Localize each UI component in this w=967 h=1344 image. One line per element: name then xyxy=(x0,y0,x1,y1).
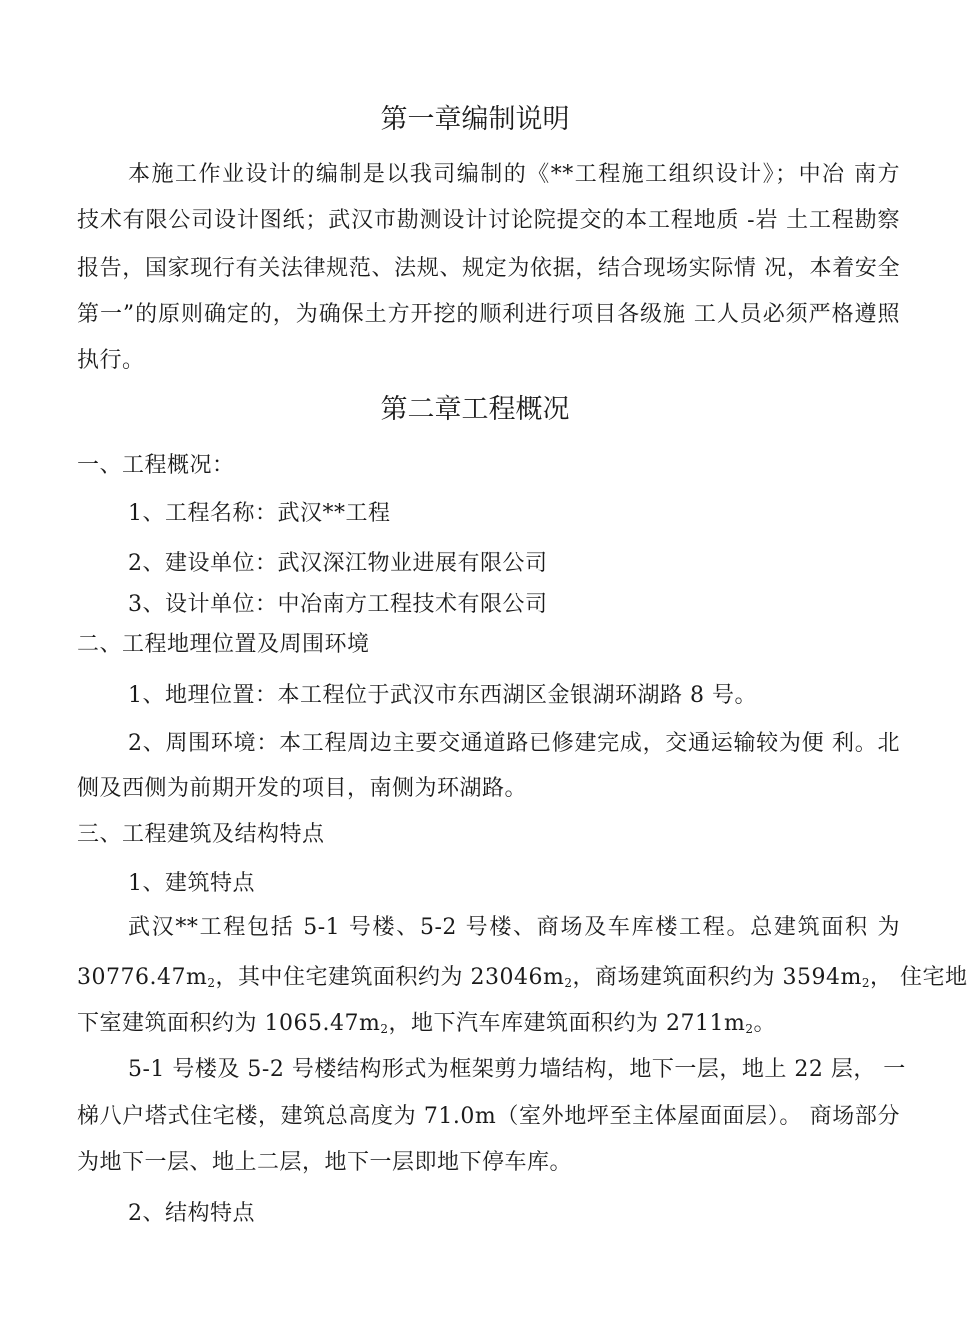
section1-item-name: 1、工程名称：武汉**工程 xyxy=(128,501,391,526)
basement-area-text: 下室建筑面积约为 1065.47m xyxy=(77,1011,381,1036)
chapter1-para-line: 技术有限公司设计图纸；武汉市勘测设计讨论院提交的本工程地质 -岩 土工程勘察 xyxy=(77,208,900,233)
area-unit-sup: 2 xyxy=(745,1022,754,1036)
period-text: 。 xyxy=(753,1011,776,1036)
section3-heading: 三、工程建筑及结构特点 xyxy=(77,822,325,847)
section2-item-location: 1、地理位置：本工程位于武汉市东西湖区金银湖环湖路 8 号。 xyxy=(128,683,757,708)
building-para-line xyxy=(77,1009,776,1044)
building-para-line: 武汉**工程包括 5-1 号楼、5-2 号楼、商场及车库楼工程。总建筑面积 为 xyxy=(128,915,900,940)
area-unit-sup: 2 xyxy=(861,976,870,990)
area-unit-sup: 2 xyxy=(380,1022,389,1036)
basement-lead-text: ， 住宅地 xyxy=(869,965,967,990)
chapter1-para-line: 报告，国家现行有关法律规范、法规、规定为依据，结合现场实际情 况，本着安全 xyxy=(77,256,900,281)
chapter1-para-line: 第一”的原则确定的，为确保土方开挖的顺利进行项目各级施 工人员必须严格遵照 xyxy=(77,302,900,327)
section3-building-heading: 1、建筑特点 xyxy=(128,871,255,896)
section2-item-environment-line: 2、周围环境：本工程周边主要交通道路已修建完成，交通运输较为便 利。北 xyxy=(128,731,900,756)
section1-item-builder: 2、建设单位：武汉深江物业进展有限公司 xyxy=(128,551,548,576)
section2-item-environment-line: 侧及西侧为前期开发的项目，南侧为环湖路。 xyxy=(77,776,528,801)
section1-item-designer: 3、设计单位：中冶南方工程技术有限公司 xyxy=(128,592,548,617)
structure-para-line: 5-1 号楼及 5-2 号楼结构形式为框架剪力墙结构，地下一层，地上 22 层， 一 xyxy=(128,1057,906,1082)
building-para-line xyxy=(77,963,967,998)
chapter1-para-line: 本施工作业设计的编制是以我司编制的《**工程施工组织设计》；中冶 南方 xyxy=(128,162,900,187)
chapter1-title: 第一章编制说明 xyxy=(380,104,570,135)
chapter2-title: 第二章工程概况 xyxy=(380,394,570,425)
residential-area-text: ，其中住宅建筑面积约为 23046m xyxy=(215,965,565,990)
section3-structure-heading: 2、结构特点 xyxy=(128,1201,255,1226)
area-unit-sup: 2 xyxy=(564,976,573,990)
section1-heading: 一、工程概况： xyxy=(77,453,235,478)
structure-para-line: 为地下一层、地上二层，地下一层即地下停车库。 xyxy=(77,1150,573,1175)
total-area-value: 30776.47m xyxy=(77,965,208,990)
chapter1-para-line: 执行。 xyxy=(77,348,145,373)
section2-heading: 二、工程地理位置及周围环境 xyxy=(77,632,370,657)
mall-area-text: ，商场建筑面积约为 3594m xyxy=(572,965,862,990)
area-unit-sup: 2 xyxy=(207,976,216,990)
structure-para-line: 梯八户塔式住宅楼，建筑总高度为 71.0m（室外地坪至主体屋面面层）。 商场部分 xyxy=(77,1104,900,1129)
garage-area-text: ，地下汽车库建筑面积约为 2711m xyxy=(388,1011,746,1036)
